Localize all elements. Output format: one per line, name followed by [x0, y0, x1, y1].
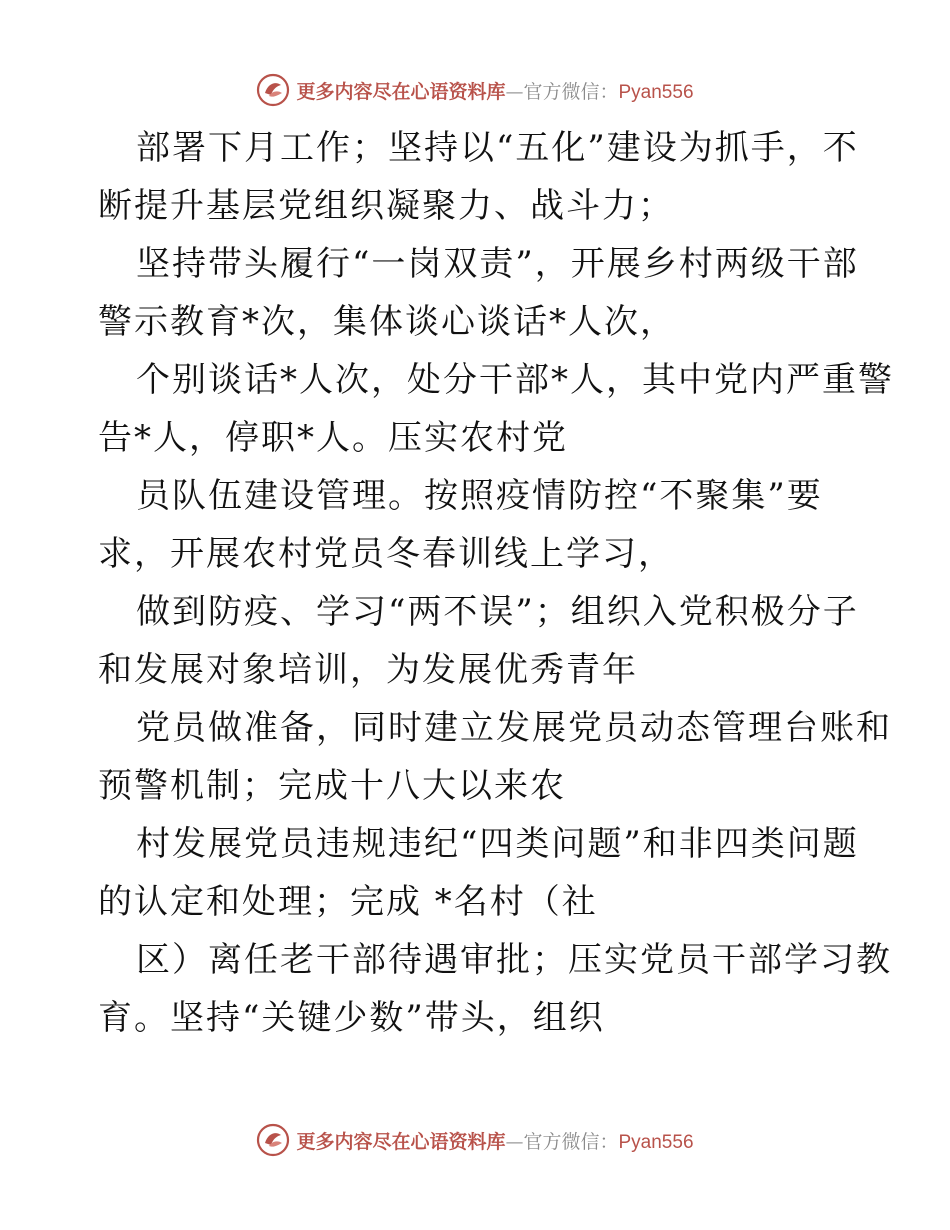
text-line: 的认定和处理；完成 *名村（社: [98, 882, 598, 922]
ribbon-bow-icon: [256, 1123, 290, 1157]
text-line: 坚持带头履行“一岗双责”，开展乡村两级干部: [136, 244, 859, 284]
watermark-label: 官方微信：: [523, 80, 619, 103]
watermark-id: Pyan556: [618, 1131, 694, 1153]
text-line: 育。坚持“关键少数”带头，组织: [98, 998, 605, 1038]
ribbon-bow-icon: [256, 73, 290, 107]
text-line: 党员做准备，同时建立发展党员动态管理台账和: [136, 708, 892, 748]
text-line: 求，开展农村党员冬春训线上学习，: [98, 534, 674, 574]
footer-watermark: [0, 1120, 950, 1160]
watermark-dash: —: [505, 1131, 524, 1153]
watermark-id: Pyan556: [618, 81, 694, 103]
text-line: 个别谈话*人次，处分干部*人，其中党内严重警: [136, 360, 894, 400]
text-line: 员队伍建设管理。按照疫情防控“不聚集”要: [136, 476, 823, 516]
text-line: 部署下月工作；坚持以“五化”建设为抓手，不: [136, 128, 859, 168]
text-line: 断提升基层党组织凝聚力、战斗力；: [98, 186, 674, 226]
text-line: 预警机制；完成十八大以来农: [98, 766, 566, 806]
text-line: 警示教育*次，集体谈心谈话*人次，: [98, 302, 676, 342]
text-line: 做到防疫、学习“两不误”；组织入党积极分子: [136, 592, 859, 632]
text-line: 和发展对象培训，为发展优秀青年: [98, 650, 638, 690]
text-line: 区）离任老干部待遇审批；压实党员干部学习教: [136, 940, 892, 980]
watermark-brand: 更多内容尽在心语资料库: [296, 80, 506, 103]
watermark-brand: 更多内容尽在心语资料库: [296, 1130, 506, 1153]
text-line: 村发展党员违规违纪“四类问题”和非四类问题: [136, 824, 859, 864]
header-watermark: [0, 70, 950, 110]
watermark-label: 官方微信：: [523, 1130, 619, 1153]
watermark-dash: —: [505, 81, 524, 103]
text-line: 告*人，停职*人。压实农村党: [98, 418, 568, 458]
